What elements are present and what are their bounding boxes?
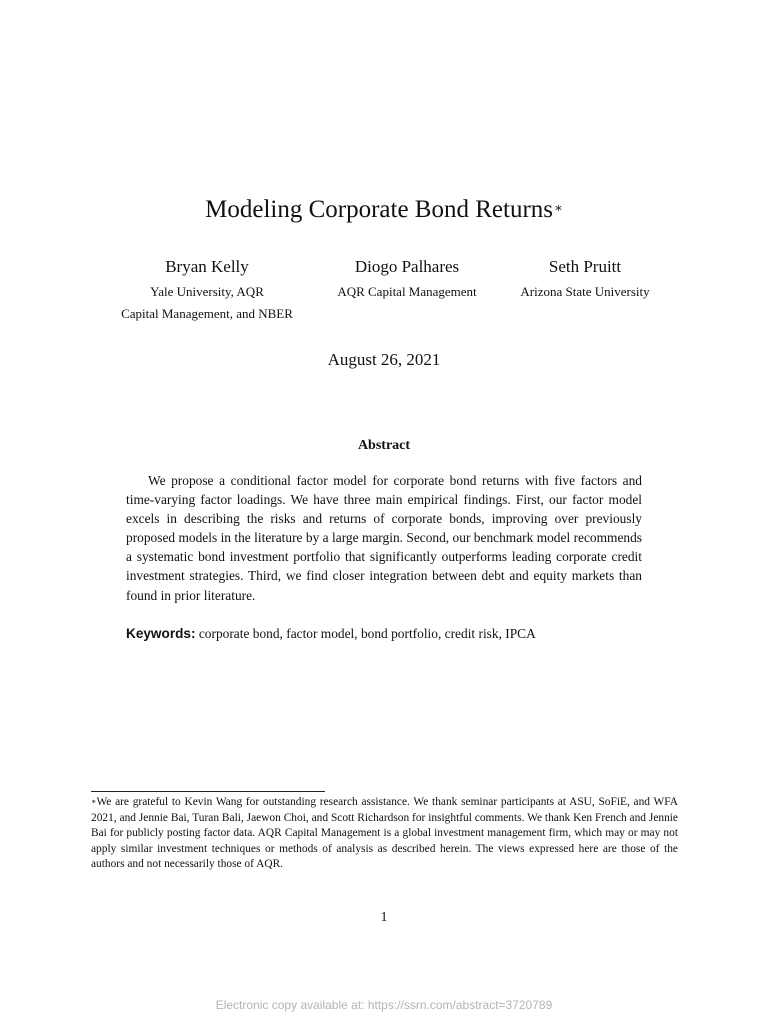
author-affiliation — [97, 281, 317, 325]
paper-title-text: Modeling Corporate Bond Returns — [205, 196, 554, 223]
author-affiliation-line: Yale University, AQR — [150, 284, 264, 299]
author-affiliation — [317, 281, 497, 303]
footnote-text: We are grateful to Kevin Wang for outstanding research assistance. We thank seminar participants at ASU, SoFiE, and WFA 2021, and Jennie Bai, Turan Bali, Jaewon Choi, and Scott Richardson for insightful comments. We thank Ken French and Jennie Bai for publicly posting factor data. AQR Capital Management is a global investment management firm, which may or may not apply similar investment techniques or methods of analysis as described herein. The views expressed here are those of the authors and not necessarily those of AQR. — [91, 796, 678, 871]
keywords-label: Keywords: — [126, 626, 196, 641]
author-block-kelly — [97, 256, 317, 325]
footnote-divider — [91, 791, 325, 792]
author-affiliation-line: Capital Management, and NBER — [121, 306, 293, 321]
author-affiliation — [499, 281, 671, 303]
title-footnote-marker: ∗ — [554, 200, 563, 215]
author-affiliation-line: Arizona State University — [520, 284, 650, 299]
abstract-heading: Abstract — [357, 438, 411, 453]
page-number: 1 — [380, 910, 388, 925]
keywords-text: corporate bond, factor model, bond portfolio, credit risk, IPCA — [198, 626, 536, 641]
author-name: Seth Pruitt — [548, 257, 622, 276]
abstract-body: We propose a conditional factor model for corporate bond returns with five factors and time-varying factor loadings. We have three main empirical findings. First, our factor model excels in describing the risks and returns of corporate bonds, improving over previously proposed models in the literature by a large margin. Second, our benchmark model recommends a systematic bond investment portfolio that significantly outperforms leading corporate credit investment strategies. Third, we find closer integration between debt and equity markets than found in prior literature. — [126, 473, 642, 603]
ssrn-availability-note: Electronic copy available at: https://ssrn.com/abstract=3720789 — [215, 998, 553, 1012]
author-name: Bryan Kelly — [165, 257, 249, 276]
footnote — [91, 795, 678, 873]
author-affiliation-line: AQR Capital Management — [337, 284, 477, 299]
author-block-pruitt — [499, 256, 671, 303]
author-name: Diogo Palhares — [354, 257, 460, 276]
keywords — [126, 624, 666, 643]
paper-date: August 26, 2021 — [327, 350, 441, 369]
author-block-palhares — [317, 256, 497, 303]
paper-title — [0, 194, 768, 226]
footnote-marker: ∗ — [91, 797, 97, 806]
